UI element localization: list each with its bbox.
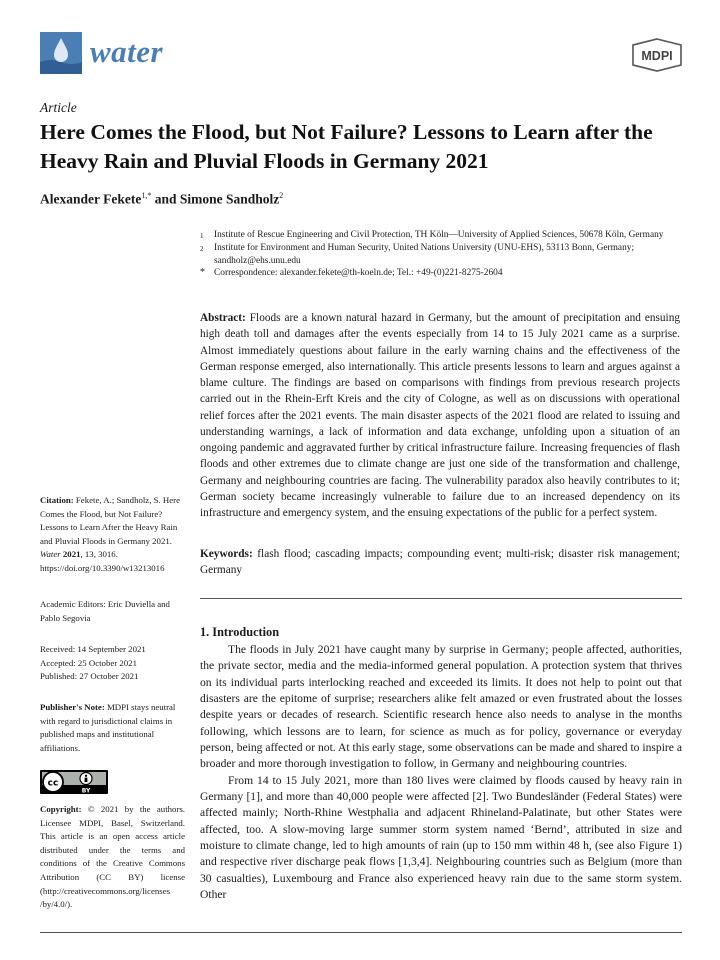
journal-name: water: [90, 34, 164, 69]
section-divider: [200, 598, 682, 599]
received-date: Received: 14 September 2021: [40, 644, 146, 654]
copyright-block: [40, 803, 185, 912]
affiliations: [200, 229, 680, 280]
mdpi-logo-icon: [632, 38, 682, 72]
footer-divider: [40, 932, 682, 933]
cc-badge-label: BY: [81, 787, 91, 794]
published-date: Published: 27 October 2021: [40, 671, 139, 682]
affiliation-item: [200, 229, 680, 242]
correspondence-item: [200, 267, 680, 279]
affiliation-text: Institute for Environment and Human Security, United Nations University (UNU-EHS), 53113 Bonn, Germany; sandholz@ehs.unu.edu: [214, 243, 635, 266]
author-affil-sup: 1,*: [141, 191, 152, 200]
publisher-note-label: Publisher's Note:: [40, 702, 105, 712]
citation-block: [40, 494, 185, 576]
svg-text:MDPI: MDPI: [641, 49, 673, 63]
affiliation-number: 1: [200, 232, 204, 240]
author-list: [40, 191, 283, 208]
copyright-label: Copyright:: [40, 804, 82, 814]
publisher-note-text: MDPI stays neutral with regard to jurisdictional claims in published maps and institutional affiliations.: [40, 702, 176, 753]
copyright-text: © 2021 by the authors. Licensee MDPI, Basel, Switzerland. This article is an open access article distributed under the terms and conditions of the Creative Commons Attribution (CC BY) license (http://creativecommons.org/licenses /by/4.0/).: [40, 804, 185, 910]
keywords: [200, 546, 680, 578]
journal-header: [40, 32, 682, 78]
history-dates: [40, 643, 185, 684]
article-title: Here Comes the Flood, but Not Failure? Lessons to Learn after the Heavy Rain and Pluvial Floods in Germany 2021: [40, 120, 653, 173]
section-heading: 1. Introduction: [200, 625, 280, 639]
keywords-label: Keywords:: [200, 548, 253, 560]
correspondence-marker: *: [200, 267, 205, 279]
author-name[interactable]: Alexander Fekete: [40, 191, 142, 207]
keywords-text: flash flood; cascading impacts; compounding event; multi-risk; disaster risk management; Germany: [200, 548, 680, 576]
citation-label: Citation:: [40, 495, 74, 505]
introduction-body: [200, 642, 682, 904]
author-affil-sup: 2: [279, 191, 284, 200]
citation-journal: Water: [40, 549, 61, 560]
academic-editors: Academic Editors: Eric Duviella and Pablo Segovia: [40, 599, 170, 623]
citation-doi[interactable]: , 13, 3016. https://doi.org/10.3390/w13213016: [40, 549, 165, 573]
article-type: Article: [40, 100, 77, 115]
author-conjunction: and: [151, 191, 180, 207]
abstract-text: Floods are a known natural hazard in Germany, but the amount of precipitation and ensuing high death toll and damages after the events especially from 14 to 15 July 2021 came as a surprise. Almost immediately questions about failure in the early warning chains and the effectiveness of the German response emerged, also internationally. This article presents lessons to learn and argues against a blame culture. The findings are based on comparisons with findings from previous research projects carried out in the Rhein-Erft Kreis and the city of Cologne, as well as on discussions with operational relief forces after the 2021 events. The main disaster aspects of the 2021 flood are related to issuing and understanding warnings, a lack of information and data exchange, unfolding upon a situation of an ongoing pandemic and aggravated further by critical infrastructure failure. Increasing frequencies of flash floods and other extremes due to climate change are just one side of the transformation and challenge, Germany and neighbouring countries are facing. The vulnerability paradox also heavily contributes to it; German society became increasingly vulnerable to failure due to an increased dependency on its infrastructure and emergency system, and the ensuing expectations of the public for a perfect system.: [200, 312, 680, 519]
water-drop-logo-icon: [40, 32, 82, 74]
affiliation-number: 2: [200, 245, 204, 254]
abstract: [200, 310, 680, 521]
abstract-label: Abstract:: [200, 312, 246, 324]
svg-text:cc: cc: [47, 778, 59, 789]
citation-year: 2021: [60, 549, 81, 560]
correspondence-text: Correspondence: alexander.fekete@th-koeln.de; Tel.: +49-(0)221-8275-2604: [214, 268, 503, 279]
paragraph: The floods in July 2021 have caught many by surprise in Germany; people affected, authorities, the private sector, media and the media-informed general population. A protection system that thrives on its individual parts interlocking reached and exceeded its limits. It does not help to point out that disasters are the epitome of surprise; researchers alike felt amazed or even frustrated about the losses despite years or decades of research. Scientific research hence also needs to analyse in the months following, which lessons are to learn, for science as much as for policy, governance or everyday person, being affected or not. At this early stage, some observations can be made and shared to inspire a broader and more thorough investigation to follow, in Germany and neighbouring countries.: [200, 643, 682, 771]
citation-text: Fekete, A.; Sandholz, S. Here Comes the Flood, but Not Failure? Lessons to Learn After the Heavy Rain and Pluvial Floods in Germany 2021.: [40, 495, 180, 546]
publisher-note: [40, 701, 185, 755]
author-name[interactable]: Simone Sandholz: [179, 191, 280, 207]
accepted-date: Accepted: 25 October 2021: [40, 657, 137, 668]
affiliation-text: Institute of Rescue Engineering and Civil Protection, TH Köln—University of Applied Sciences, 50678 Köln, Germany: [214, 230, 664, 240]
paragraph: From 14 to 15 July 2021, more than 180 lives were claimed by floods caused by heavy rain in Germany [1], and more than 40,000 people were affected [2]. Two Bundesländer (Federal States) were affected mainly; North-Rhine Westphalia and adjacent Rhineland-Palatinate, but other States were affected, too. A slow-moving large summer storm system named ‘Bernd’, attributed in size and moisture to climate change, led to high amounts of rain (up to 150 mm within 48 h, (see also Figure 1) and respective river discharge peak flows [1,3,4]. Neighbouring countries such as Belgium (more than 30 casualties), Luxembourg and France also experienced heavy rain due to the same storm system. Other: [200, 773, 682, 902]
affiliation-item: [200, 242, 680, 267]
cc-by-license-icon[interactable]: [40, 770, 108, 794]
